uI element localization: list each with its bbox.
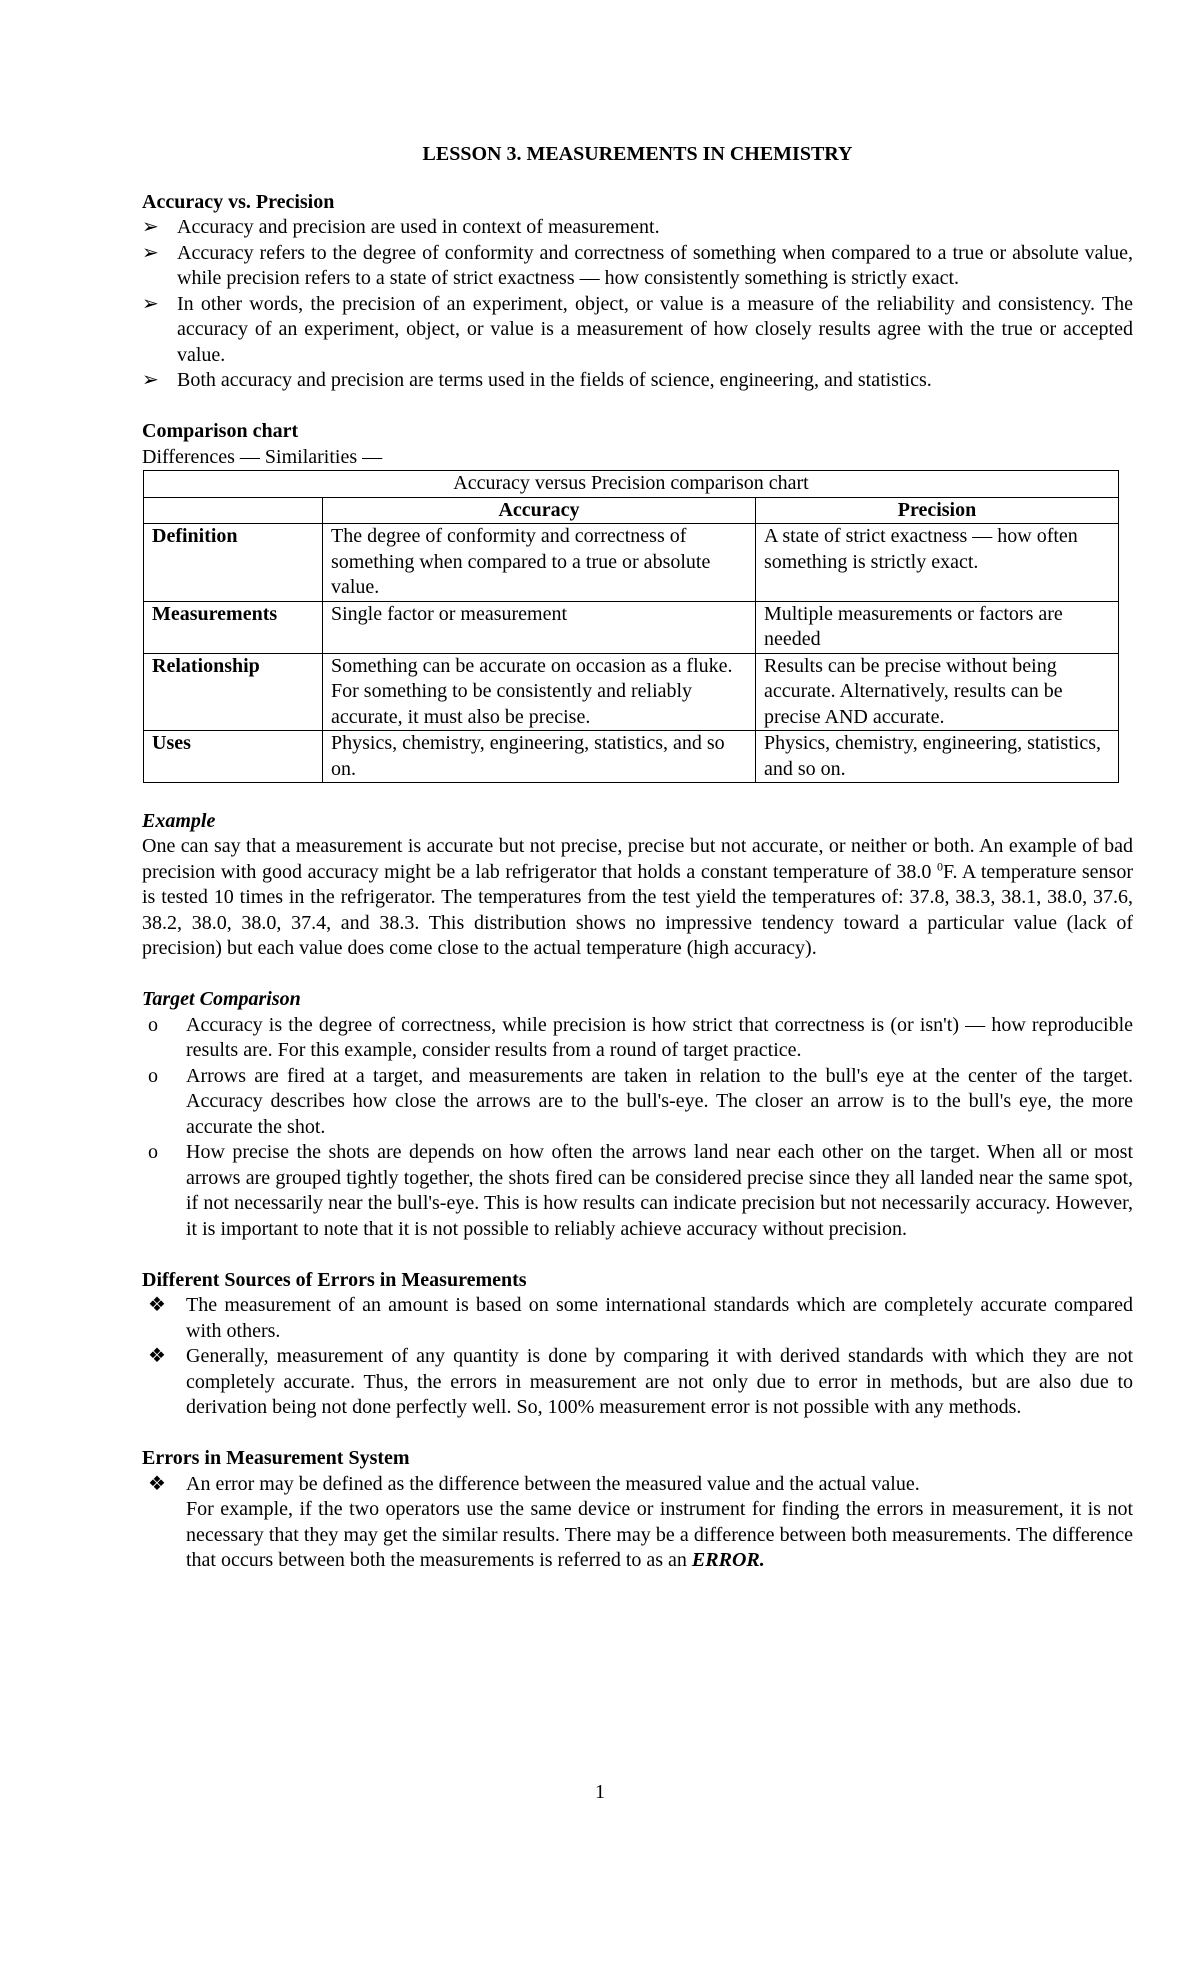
precision-cell: Multiple measurements or factors are needed	[756, 601, 1119, 653]
precision-cell: A state of strict exactness — how often something is strictly exact.	[756, 524, 1119, 602]
error-emphasis: ERROR.	[691, 1549, 765, 1571]
degree-superscript: 0	[936, 858, 943, 873]
list-item: ❖ An error may be defined as the difference between the measured value and the actual value.	[142, 1472, 1133, 1498]
example-paragraph: One can say that a measurement is accurate but not precise, precise but not accurate, or neither or both. An example of bad precision with good accuracy might be a lab refrigerator that holds a constant temperature of 38.0 $^0$F. A temperature sensor is tested 10 times in the refrigerator. The temperatures from the test yield the temperatures of: 37.8, 38.3, 38.1, 38.0, 37.6, 38.2, 38.0, 38.0, 37.4, and 38.3. This distribution shows no impressive tendency toward a particular value (lack of precision) but each value does come close to the actual temperature (high accuracy).	[142, 835, 1134, 959]
table-row	[144, 653, 1119, 731]
page-number: 1	[595, 1781, 605, 1803]
errors-system-list	[142, 1472, 1133, 1498]
arrow-bullet-icon: ➢	[142, 216, 159, 238]
section-heading-target-comparison: Target Comparison	[142, 988, 301, 1010]
precision-cell: Physics, chemistry, engineering, statistics, and so on.	[756, 731, 1119, 783]
section-heading-error-sources: Different Sources of Errors in Measurements	[142, 1268, 527, 1291]
row-label: Relationship	[144, 653, 323, 731]
circle-bullet-icon: o	[148, 1064, 158, 1087]
arrow-bullet-icon: ➢	[142, 241, 159, 264]
arrow-bullet-icon: ➢	[142, 369, 159, 391]
list-item: ➢ Accuracy refers to the degree of conformity and correctness of something when compared to a true or absolute value, while precision refers to a state of strict exactness — how consistently something is strictly exact.	[142, 241, 1133, 289]
section-heading-example: Example	[142, 809, 216, 832]
list-item: ➢ Both accuracy and precision are terms used in the fields of science, engineering, and statistics.	[142, 368, 1133, 394]
section-heading-errors-system: Errors in Measurement System	[142, 1447, 410, 1469]
target-comparison-list	[142, 1013, 1133, 1243]
arrow-bullet-icon: ➢	[142, 292, 159, 315]
comparison-subline: Differences — Similarities —	[142, 445, 383, 468]
diamond-bullet-icon: ❖	[148, 1472, 166, 1495]
row-label: Definition	[144, 524, 323, 602]
section-heading-accuracy-precision: Accuracy vs. Precision	[142, 190, 335, 213]
accuracy-cell: Something can be accurate on occasion as a fluke. For something to be consistently and reliably accurate, it must also be precise.	[323, 653, 756, 731]
page-title: LESSON 3. MEASUREMENTS IN CHEMISTRY	[422, 143, 853, 165]
table-row	[144, 731, 1119, 783]
precision-cell: Results can be precise without being accurate. Alternatively, results can be precise AND accurate.	[756, 653, 1119, 731]
diamond-bullet-icon: ❖	[148, 1294, 166, 1316]
errors-paragraph: For example, if the two operators use the same device or instrument for finding the errors in measurement, it is not necessary that they may get the similar results. There may be a difference between both measurements. The difference that occurs between both the measurements is referred to as an ERROR.	[186, 1498, 1133, 1571]
circle-bullet-icon: o	[148, 1013, 158, 1036]
row-label: Measurements	[144, 601, 323, 653]
accuracy-precision-list	[142, 215, 1133, 394]
section-heading-comparison-chart: Comparison chart	[142, 420, 299, 442]
table-caption-row	[144, 471, 1119, 498]
list-item: ➢ In other words, the precision of an experiment, object, or value is a measure of the reliability and consistency. The accuracy of an experiment, object, or value is a measurement of how closely results agree with the true or accepted value.	[142, 292, 1133, 366]
list-item: o How precise the shots are depends on how often the arrows land near each other on the target. When all or most arrows are grouped tightly together, the shots fired can be considered precise since they all landed near the same spot, if not necessarily near the bull's-eye. This is how results can indicate precision but not necessarily accuracy. However, it is important to note that it is not possible to reliably achieve accuracy without precision.	[148, 1141, 1133, 1240]
document-page	[142, 130, 1133, 1574]
row-label: Uses	[144, 731, 323, 783]
circle-bullet-icon: o	[148, 1141, 158, 1163]
column-header-accuracy: Accuracy	[323, 497, 756, 524]
list-item: o Accuracy is the degree of correctness, while precision is how strict that correctness is (or isn't) — how reproducible results are. For this example, consider results from a round of target practice.	[148, 1013, 1133, 1061]
diamond-bullet-icon: ❖	[148, 1345, 166, 1367]
comparison-table	[143, 470, 1119, 783]
list-item: ❖ Generally, measurement of any quantity is done by comparing it with derived standards with which they are not completely accurate. Thus, the errors in measurement are not only due to error in methods, but are also due to derivation being not done perfectly well. So, 100% measurement error is not possible with any methods.	[148, 1345, 1133, 1418]
accuracy-cell: Physics, chemistry, engineering, statistics, and so on.	[323, 731, 756, 783]
error-sources-list	[142, 1293, 1133, 1421]
table-header-row	[144, 497, 1119, 524]
table-row	[144, 601, 1119, 653]
column-header-precision: Precision	[756, 497, 1119, 524]
list-item: ❖ The measurement of an amount is based on some international standards which are completely accurate compared with others.	[148, 1294, 1133, 1342]
table-caption: Accuracy versus Precision comparison chart	[144, 471, 1119, 498]
list-item: o Arrows are fired at a target, and measurements are taken in relation to the bull's eye at the center of the target. Accuracy describes how close the arrows are to the bull's-eye. The closer an arrow is to the bull's eye, the more accurate the shot.	[148, 1064, 1133, 1138]
accuracy-cell: Single factor or measurement	[323, 601, 756, 653]
table-row	[144, 524, 1119, 602]
list-item: ➢ Accuracy and precision are used in context of measurement.	[142, 215, 1133, 241]
accuracy-cell: The degree of conformity and correctness of something when compared to a true or absolute value.	[323, 524, 756, 602]
